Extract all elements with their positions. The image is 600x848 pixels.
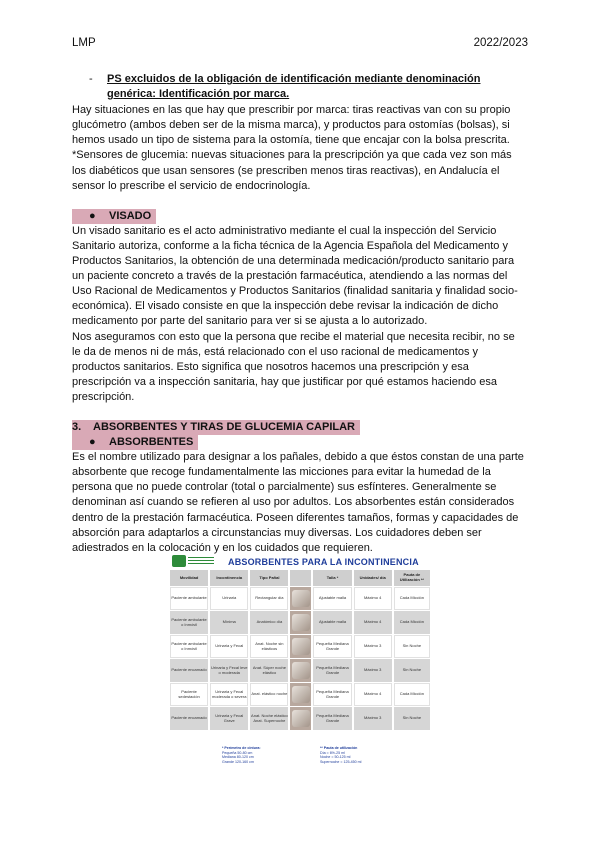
header-left: LMP — [72, 37, 96, 49]
table-cell: Máximo 4 — [354, 587, 392, 610]
table-body — [170, 587, 432, 730]
note-waist: * Perímetro de cintura: Pequeña 50-80 cm Mediana 80-120 cm Grande 120-160 cm — [222, 746, 261, 764]
section3-heading — [72, 420, 526, 435]
infographic-table — [170, 570, 432, 731]
bullet-icon: ● — [89, 209, 96, 222]
table-cell: Sin Noche — [394, 635, 430, 658]
ps-paragraph: Hay situaciones en las que hay que prescribir por marca: tiras reactivas van con su propio glucómetro (ambos deben ser de la misma marca), y productos para ostomías (bolsas), si hemos usado un tipo de sistema para la ostomía, tiene que encajar con la bolsa prescrita. — [72, 104, 511, 147]
incontinence-infographic — [170, 555, 432, 767]
table-cell: Anat. elástico noche — [250, 683, 288, 706]
table-header-row — [170, 570, 432, 586]
table-cell: Anat. Súper noche elástico — [250, 659, 288, 682]
visado-heading — [72, 209, 526, 224]
diaper-photo — [290, 635, 311, 658]
table-row — [170, 587, 432, 610]
table-cell: Pequeña Mediana Grande — [313, 707, 351, 730]
bullet-icon: ● — [89, 436, 96, 449]
absorbentes-title: ABSORBENTES — [109, 436, 194, 449]
table-row — [170, 659, 432, 682]
header-cell: Talla * — [313, 570, 351, 586]
document-body — [72, 72, 526, 556]
table-cell: Urinaria — [210, 587, 248, 610]
dash-bullet: - — [89, 73, 93, 85]
table-cell: Paciente ambulante — [170, 587, 208, 610]
table-cell: Anat. Noche sin elásticos — [250, 635, 288, 658]
table-cell: Paciente sedestación — [170, 683, 208, 706]
junta-logo — [172, 555, 216, 569]
header-cell: Tipo Pañal — [250, 570, 288, 586]
diaper-photo — [290, 611, 311, 634]
absorbentes-paragraph: Es el nombre utilizado para designar a los pañales, debido a que éstos constan de una parte absorbente que recoge fundamentalmente las micciones para evitar la humedad de la persona que no puede controlar (total o parcialmente) sus esfínteres. Generalmente se denominan así cuando se refieren al uso por adultos. Los absorbentes están considerados dentro de la prestación farmacéutica. Poseen diferentes tamaños, formas y capacidades de absorción para adaptarlos a circunstancias muy diversas. Los cuidadores deben ser adiestrados en la colocación y en los cuidados que requieren. — [72, 451, 524, 554]
table-cell: Anat. Noche elástico Anat. Supernoche — [250, 707, 288, 730]
table-cell: Sin Noche — [394, 659, 430, 682]
table-row — [170, 635, 432, 658]
header-cell — [290, 570, 311, 586]
visado-paragraph-2: Nos aseguramos con esto que la persona que recibe el material que necesita recibir, no se le da de menos ni de más, está relacionado con el uso racional de medicamentos y productos sanitarios. Esto significa que nosotros hacemos una prescripción y esa prescripción va a inspección sanitaria, hay que justificar por qué estamos haciendo esa prescripción. — [72, 330, 515, 403]
header-right: 2022/2023 — [473, 37, 528, 49]
table-cell: Urinaria y Fecal — [210, 635, 248, 658]
note-usage: ** Pauta de utilización Día = 6%-25 ml Noche = 50-125 ml Supernoche = 125-450 ml — [320, 746, 362, 764]
header-cell: Incontinencia — [210, 570, 248, 586]
table-cell: Mínima — [210, 611, 248, 634]
table-cell: Cada Micción — [394, 683, 430, 706]
ps-subheading — [72, 72, 526, 102]
table-cell: Anatómico día — [250, 611, 288, 634]
table-cell: Urinaria y Fecal Grave — [210, 707, 248, 730]
table-cell: Paciente ambulante o Inmóvil — [170, 611, 208, 634]
table-cell: Sin Noche — [394, 707, 430, 730]
visado-paragraph-1: Un visado sanitario es el acto administrativo mediante el cual la inspección del Servicio Sanitario autoriza, conforme a la ficha técnica de la Agencia Española del Medicamento y Productos Sanitarios, la obtención de una determinada medicación/producto sanitario para un paciente concreto a través de la prestación farmacéutica, atendiendo a las normas del Uso Racional de Medicamentos y Productos Sanitarios (finalidad sanitaria y finalidad socio-económica). El visado consiste en que la inspección debe revisar la indicación de dicho medicamento por parte del sanitario para ver si se ajusta a lo autorizado. — [72, 224, 518, 328]
section3-title: ABSORBENTES Y TIRAS DE GLUCEMIA CAPILAR — [93, 420, 355, 433]
infographic-title: ABSORBENTES PARA LA INCONTINENCIA — [228, 557, 419, 567]
diaper-photo — [290, 683, 311, 706]
header-cell: Pauta de Utilización ** — [394, 570, 430, 586]
table-cell: Pequeña Mediana Grande — [313, 635, 351, 658]
table-cell: Máximo 4 — [354, 611, 392, 634]
table-cell: Urinaria y Fecal moderada o severa — [210, 683, 248, 706]
table-cell: Máximo 3 — [354, 707, 392, 730]
table-row — [170, 707, 432, 730]
diaper-photo — [290, 659, 311, 682]
table-cell: Pequeña Mediana Grande — [313, 659, 351, 682]
absorbentes-heading — [72, 435, 526, 450]
diaper-photo — [290, 707, 311, 730]
table-cell: Urinaria y Fecal leve o moderada — [210, 659, 248, 682]
table-cell: Rectangular día — [250, 587, 288, 610]
table-row — [170, 611, 432, 634]
table-cell: Máximo 4 — [354, 683, 392, 706]
ps-paragraph-2: *Sensores de glucemia: nuevas situaciones para la prescripción ya que cada vez son más los diabéticos que usan sensores (se prescriben menos tiras reactivas), en Andalucía el sensor lo prescribe el servicio de endocrinología. — [72, 149, 512, 192]
table-cell: Máximo 3 — [354, 635, 392, 658]
table-cell: Ajustable malla — [313, 611, 351, 634]
table-cell: Ajustable malla — [313, 587, 351, 610]
section3-number: 3. — [72, 420, 82, 433]
table-cell: Máximo 3 — [354, 659, 392, 682]
table-row — [170, 683, 432, 706]
visado-title: VISADO — [109, 209, 152, 222]
ps-title-line1: PS excluidos de la obligación de identificación mediante denominación — [107, 73, 481, 85]
table-cell: Cada Micción — [394, 611, 430, 634]
table-cell: Paciente encamado — [170, 707, 208, 730]
table-cell: Pequeña Mediana Grande — [313, 683, 351, 706]
diaper-photo — [290, 587, 311, 610]
header-cell: Unidades/ día — [354, 570, 392, 586]
table-cell: Paciente ambulante o Inmóvil — [170, 635, 208, 658]
ps-title-line2: genérica: Identificación por marca. — [107, 88, 290, 101]
table-cell: Paciente encamado — [170, 659, 208, 682]
table-cell: Cada Micción — [394, 587, 430, 610]
header-cell: Movilidad — [170, 570, 208, 586]
